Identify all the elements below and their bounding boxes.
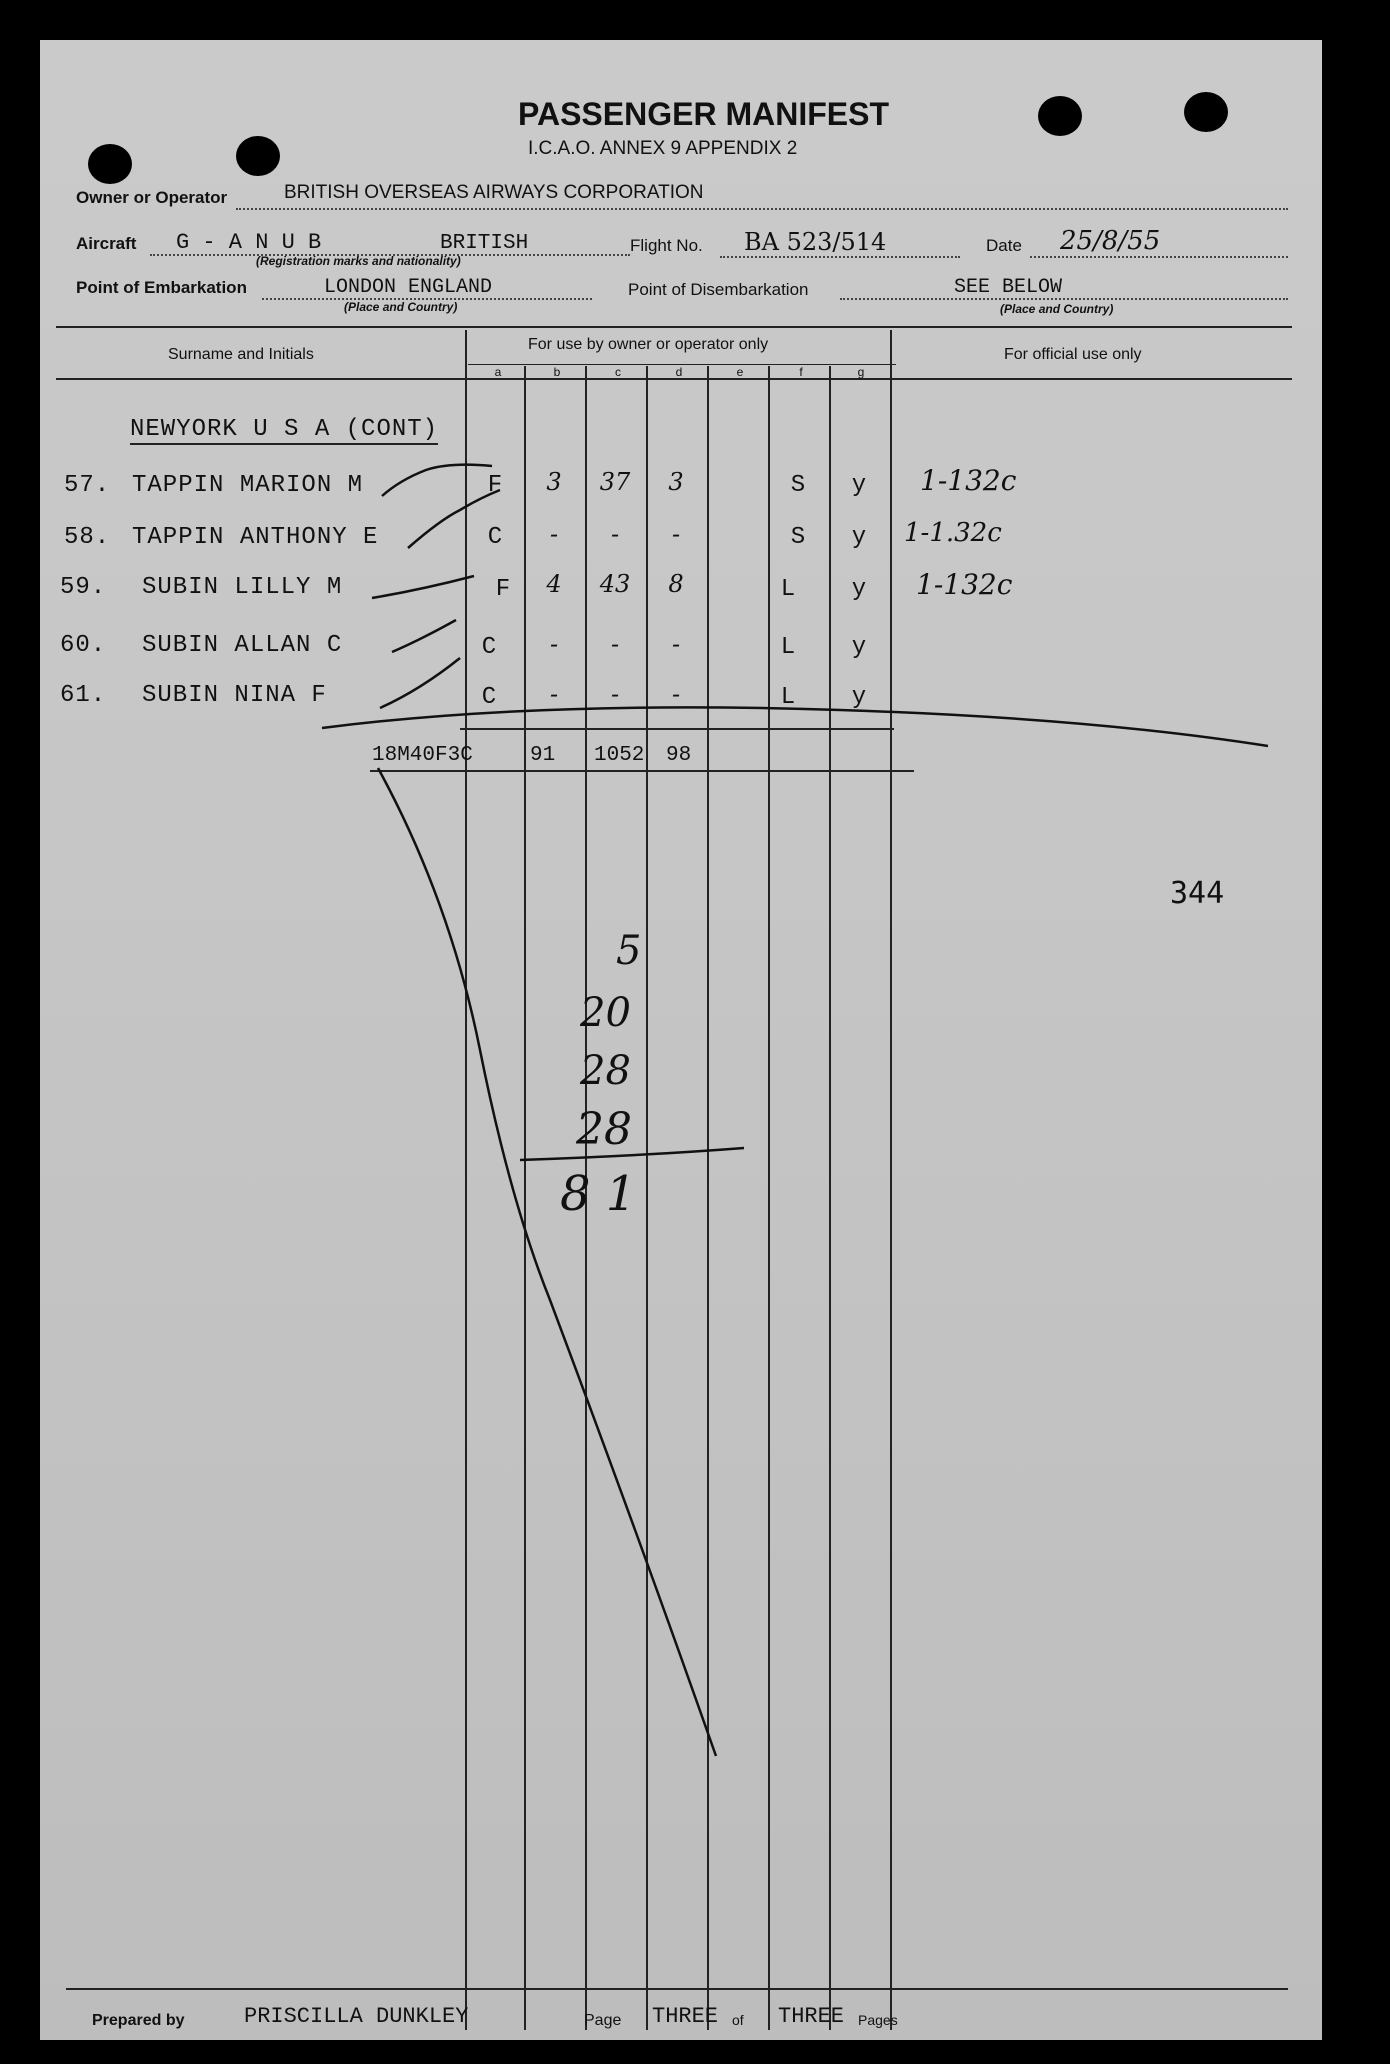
page-number: 344 (1170, 876, 1225, 911)
col-d-header: d (675, 365, 683, 379)
disembarkation-value: SEE BELOW (954, 276, 1063, 299)
row-number: 58. (64, 524, 111, 551)
pages-label: Pages (858, 2012, 898, 2028)
manifest-sheet (40, 40, 1322, 2040)
cell-c: 43 (599, 570, 631, 598)
cell-g: y (851, 684, 867, 711)
date-label: Date (986, 236, 1022, 255)
cell-c: - (610, 630, 620, 658)
cell-f: S (790, 524, 806, 551)
date-value: 25/8/55 (1060, 226, 1161, 256)
official-mark: 1-1.32c (904, 518, 1002, 548)
aircraft-nationality: BRITISH (440, 232, 529, 255)
section-heading: NEWYORK U S A (CONT) (130, 416, 439, 443)
sum-line: 28 (580, 1048, 631, 1094)
cell-g: y (851, 524, 867, 551)
page-title: PASSENGER MANIFEST (518, 96, 889, 132)
official-mark: 1-132c (916, 568, 1013, 601)
pen-marks (40, 40, 1322, 2040)
tick-mark (380, 658, 460, 708)
of-value: THREE (778, 2004, 845, 2029)
aircraft-caption: (Registration marks and nationality) (256, 254, 461, 268)
passenger-name: SUBIN ALLAN C (142, 632, 343, 659)
totals-b: 91 (530, 744, 556, 767)
cell-b: - (549, 630, 559, 658)
embarkation-label: Point of Embarkation (76, 278, 247, 297)
flight-value: BA 523/514 (744, 228, 887, 256)
closing-line (322, 707, 1268, 746)
col-official-header: For official use only (1004, 346, 1142, 363)
sum-underline (520, 1148, 744, 1160)
cell-b: - (549, 680, 559, 708)
sum-total: 8 1 (560, 1166, 637, 1222)
cell-d: - (671, 520, 681, 548)
flight-label: Flight No. (630, 236, 703, 255)
owner-value: BRITISH OVERSEAS AIRWAYS CORPORATION (284, 182, 704, 203)
totals-label: 18M40F3C (372, 744, 473, 767)
cell-a: C (487, 524, 503, 551)
of-label: of (732, 2012, 744, 2028)
aircraft-registration: G - A N U B (176, 230, 322, 255)
tick-mark (382, 465, 492, 496)
prepared-label: Prepared by (92, 2012, 185, 2029)
owner-label: Owner or Operator (76, 188, 228, 207)
cell-a: F (495, 576, 511, 603)
col-e-header: e (736, 365, 744, 379)
col-name-header: Surname and Initials (168, 346, 314, 363)
embarkation-caption: (Place and Country) (344, 300, 458, 314)
aircraft-label: Aircraft (76, 234, 137, 253)
tick-mark (372, 576, 474, 598)
cell-f: S (790, 472, 806, 499)
passenger-name: TAPPIN ANTHONY E (132, 524, 379, 551)
cell-c: - (610, 520, 620, 548)
totals-d: 98 (666, 744, 692, 767)
col-owner-header: For use by owner or operator only (528, 336, 769, 353)
cell-g: y (851, 472, 867, 499)
cell-d: 8 (668, 570, 684, 598)
cell-b: 4 (546, 570, 562, 598)
cell-b: - (549, 520, 559, 548)
cell-d: - (671, 680, 681, 708)
page-subtitle: I.C.A.O. ANNEX 9 APPENDIX 2 (528, 138, 798, 159)
tick-mark (408, 490, 500, 548)
page-label: Page (584, 2012, 622, 2029)
col-a-header: a (494, 365, 502, 379)
cell-a: C (481, 684, 497, 711)
cell-f: L (780, 684, 796, 711)
row-number: 59. (60, 574, 107, 601)
diagonal-strike (378, 768, 716, 1756)
col-c-header: c (615, 365, 621, 379)
cell-a: F (487, 472, 503, 499)
cell-b: 3 (546, 468, 562, 496)
col-g-header: g (857, 365, 865, 379)
col-f-header: f (799, 365, 803, 379)
passenger-name: TAPPIN MARION M (132, 472, 364, 499)
row-number: 61. (60, 682, 107, 709)
page-value: THREE (652, 2004, 719, 2029)
cell-d: 3 (668, 468, 684, 496)
cell-g: y (851, 576, 867, 603)
disembarkation-caption: (Place and Country) (1000, 302, 1114, 316)
disembarkation-label: Point of Disembarkation (628, 280, 809, 299)
official-mark: 1-132c (920, 464, 1017, 497)
cell-a: C (481, 634, 497, 661)
sum-line: 28 (576, 1104, 632, 1155)
embarkation-value: LONDON ENGLAND (324, 276, 493, 299)
row-number: 60. (60, 632, 107, 659)
sum-line: 20 (580, 990, 631, 1036)
cell-c: 37 (599, 468, 631, 496)
row-number: 57. (64, 472, 111, 499)
cell-f: L (780, 576, 796, 603)
prepared-value: PRISCILLA DUNKLEY (244, 2004, 469, 2029)
passenger-name: SUBIN NINA F (142, 682, 327, 709)
cell-f: L (780, 634, 796, 661)
sum-line: 5 (616, 928, 642, 974)
cell-c: - (610, 680, 620, 708)
tick-mark (392, 620, 456, 652)
cell-d: - (671, 630, 681, 658)
cell-g: y (851, 634, 867, 661)
col-b-header: b (553, 365, 561, 379)
passenger-name: SUBIN LILLY M (142, 574, 343, 601)
totals-c: 1052 (594, 744, 645, 767)
